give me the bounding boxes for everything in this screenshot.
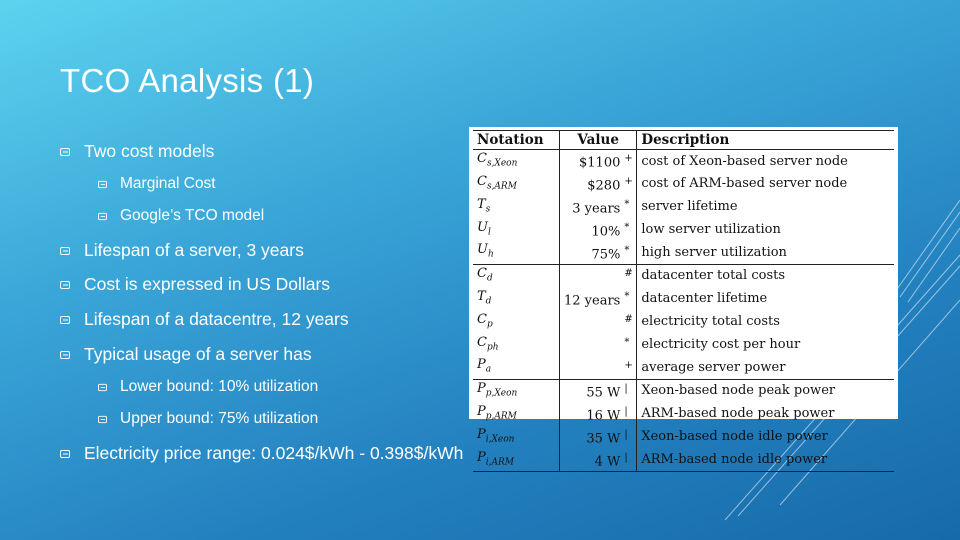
- cell-value: [560, 426, 637, 449]
- bullet-text: Two cost models: [84, 141, 215, 161]
- value-text: 3 years: [572, 201, 621, 217]
- notation-symbol: P: [477, 403, 486, 419]
- notation-subscript: i,ARM: [485, 457, 514, 468]
- cell-value: [560, 219, 637, 242]
- bullet-item: [60, 141, 214, 162]
- table-row: [473, 241, 894, 264]
- bullet-text: Cost is expressed in US Dollars: [84, 274, 331, 294]
- bullet-text: Marginal Cost: [120, 175, 216, 192]
- table-row: [473, 426, 894, 449]
- cell-value: [560, 311, 637, 334]
- notation-symbol: P: [477, 449, 486, 465]
- table-row: [473, 449, 894, 472]
- cell-description: datacenter lifetime: [641, 291, 768, 307]
- bullet-item: [60, 443, 463, 464]
- notation-subscript: s: [485, 204, 491, 215]
- pointing-hand-icon: [98, 383, 107, 392]
- cell-notation: [473, 311, 560, 334]
- table-row: [473, 219, 894, 242]
- source-mark: *: [624, 221, 630, 233]
- cell-description: low server utilization: [641, 221, 781, 237]
- header-notation: Notation: [473, 131, 560, 150]
- table-row: [473, 173, 894, 196]
- cell-value: [560, 356, 637, 379]
- notation-symbol: C: [477, 174, 487, 189]
- notation-subscript: s,ARM: [486, 181, 517, 192]
- notation-subscript: i,Xeon: [485, 434, 515, 445]
- notation-symbol: C: [477, 334, 487, 350]
- cell-description: cost of ARM-based server node: [641, 176, 848, 192]
- bullet-item: [60, 240, 304, 261]
- cell-notation: [473, 173, 560, 196]
- bullet-item: [98, 175, 216, 193]
- source-mark: |: [624, 428, 628, 440]
- table-body: [473, 150, 894, 472]
- table-row: [473, 380, 894, 403]
- cell-notation: [473, 150, 560, 173]
- notation-subscript: h: [487, 249, 494, 260]
- pointing-hand-icon: [60, 280, 70, 290]
- cell-description: electricity cost per hour: [641, 336, 801, 352]
- bullet-text: Lifespan of a datacentre, 12 years: [84, 309, 349, 329]
- notation-subscript: ph: [486, 342, 499, 353]
- value-text: $1100: [579, 155, 621, 171]
- cell-description: Xeon-based node idle power: [641, 429, 828, 445]
- cell-value: [560, 334, 637, 357]
- source-mark: |: [624, 383, 628, 395]
- cell-value: [560, 241, 637, 264]
- bullet-item: [60, 309, 349, 330]
- pointing-hand-icon: [98, 180, 107, 189]
- cell-description: ARM-based node peak power: [641, 406, 835, 422]
- value-text: 4 W: [594, 454, 621, 470]
- cell-description: high server utilization: [641, 244, 787, 260]
- cell-description: Xeon-based node peak power: [637, 380, 894, 403]
- notation-subscript: s,Xeon: [486, 158, 518, 169]
- source-mark: *: [624, 291, 630, 303]
- notation-symbol: P: [477, 426, 486, 442]
- bullet-text: Electricity price range: 0.024$/kWh - 0.398$/kWh: [84, 443, 464, 463]
- cell-notation: [473, 426, 560, 449]
- cell-notation: [473, 449, 560, 472]
- cell-notation: [473, 241, 560, 264]
- notation-symbol: P: [477, 381, 486, 397]
- source-mark: +: [624, 359, 633, 371]
- bullet-list: [60, 0, 480, 540]
- cell-notation: [473, 288, 560, 311]
- table-header-row: [473, 131, 894, 150]
- source-mark: #: [624, 268, 633, 280]
- table-row: [473, 334, 894, 357]
- table-row: [473, 265, 894, 288]
- table-row: [473, 288, 894, 311]
- bullet-text: Typical usage of a server has: [84, 344, 312, 364]
- cell-value: [560, 449, 637, 472]
- source-mark: *: [624, 336, 630, 348]
- source-mark: |: [624, 451, 628, 463]
- pointing-hand-icon: [60, 449, 70, 459]
- notation-symbol: T: [477, 288, 486, 304]
- cell-description: datacenter total costs: [637, 265, 894, 288]
- pointing-hand-icon: [60, 246, 70, 256]
- cell-notation: [473, 380, 560, 403]
- source-mark: |: [624, 406, 628, 418]
- notation-subscript: l: [487, 227, 491, 238]
- cell-description: average server power: [641, 359, 786, 375]
- cell-value: [560, 173, 637, 196]
- table-row: [473, 150, 894, 173]
- cell-value: [560, 403, 637, 426]
- bullet-item: [98, 207, 264, 225]
- bullet-item: [98, 410, 318, 428]
- bullet-item: [60, 274, 330, 295]
- bullet-item: [60, 344, 312, 365]
- notation-subscript: p,Xeon: [485, 388, 518, 399]
- cell-description: server lifetime: [641, 199, 738, 215]
- cell-value: [560, 265, 637, 288]
- parameter-table: [473, 130, 894, 472]
- notation-subscript: d: [486, 273, 493, 284]
- source-mark: *: [624, 244, 630, 256]
- cell-description: ARM-based node idle power: [637, 449, 894, 472]
- value-text: $280: [587, 178, 621, 194]
- value-text: 75%: [591, 246, 621, 262]
- header-description: Description: [637, 131, 894, 150]
- cell-description: cost of Xeon-based server node: [641, 153, 848, 169]
- cell-value: [560, 380, 637, 403]
- pointing-hand-icon: [60, 315, 70, 325]
- notation-subscript: p: [486, 319, 493, 330]
- cell-value: [560, 150, 637, 173]
- cell-notation: [473, 403, 560, 426]
- cell-notation: [473, 196, 560, 219]
- notation-subscript: a: [485, 364, 492, 375]
- value-text: 55 W: [586, 385, 621, 401]
- cell-notation: [473, 219, 560, 242]
- tco-parameter-table: [469, 127, 898, 470]
- value-text: 35 W: [586, 431, 621, 447]
- notation-symbol: P: [477, 357, 486, 373]
- notation-symbol: C: [477, 311, 487, 327]
- pointing-hand-icon: [98, 415, 107, 424]
- source-mark: +: [624, 176, 633, 188]
- notation-symbol: C: [477, 151, 487, 167]
- bullet-text: Upper bound: 75% utilization: [120, 410, 319, 427]
- notation-subscript: d: [485, 296, 492, 307]
- pointing-hand-icon: [98, 212, 107, 221]
- cell-description: electricity total costs: [641, 314, 780, 330]
- source-mark: *: [624, 198, 630, 210]
- value-text: 10%: [591, 224, 621, 240]
- slide-title: TCO Analysis (1): [60, 62, 315, 99]
- source-mark: #: [624, 313, 633, 325]
- table-row: [473, 356, 894, 379]
- cell-value: [560, 196, 637, 219]
- header-value: Value: [560, 131, 637, 150]
- source-mark: +: [624, 153, 633, 165]
- notation-symbol: C: [477, 266, 487, 282]
- cell-notation: [473, 265, 560, 288]
- bullet-text: Lifespan of a server, 3 years: [84, 240, 304, 260]
- bullet-text: Lower bound: 10% utilization: [120, 378, 319, 395]
- table-row: [473, 311, 894, 334]
- cell-notation: [473, 356, 560, 379]
- bullet-item: [98, 378, 318, 396]
- pointing-hand-icon: [60, 147, 70, 157]
- pointing-hand-icon: [60, 350, 70, 360]
- cell-value: [560, 288, 637, 311]
- cell-notation: [473, 334, 560, 357]
- notation-subscript: p,ARM: [485, 411, 517, 422]
- notation-symbol: U: [477, 219, 488, 235]
- value-text: 12 years: [564, 293, 621, 309]
- table-row: [473, 403, 894, 426]
- table-row: [473, 196, 894, 219]
- bullet-text: Google’s TCO model: [120, 207, 265, 224]
- notation-symbol: T: [477, 196, 486, 212]
- notation-symbol: U: [477, 242, 488, 258]
- value-text: 16 W: [586, 408, 621, 424]
